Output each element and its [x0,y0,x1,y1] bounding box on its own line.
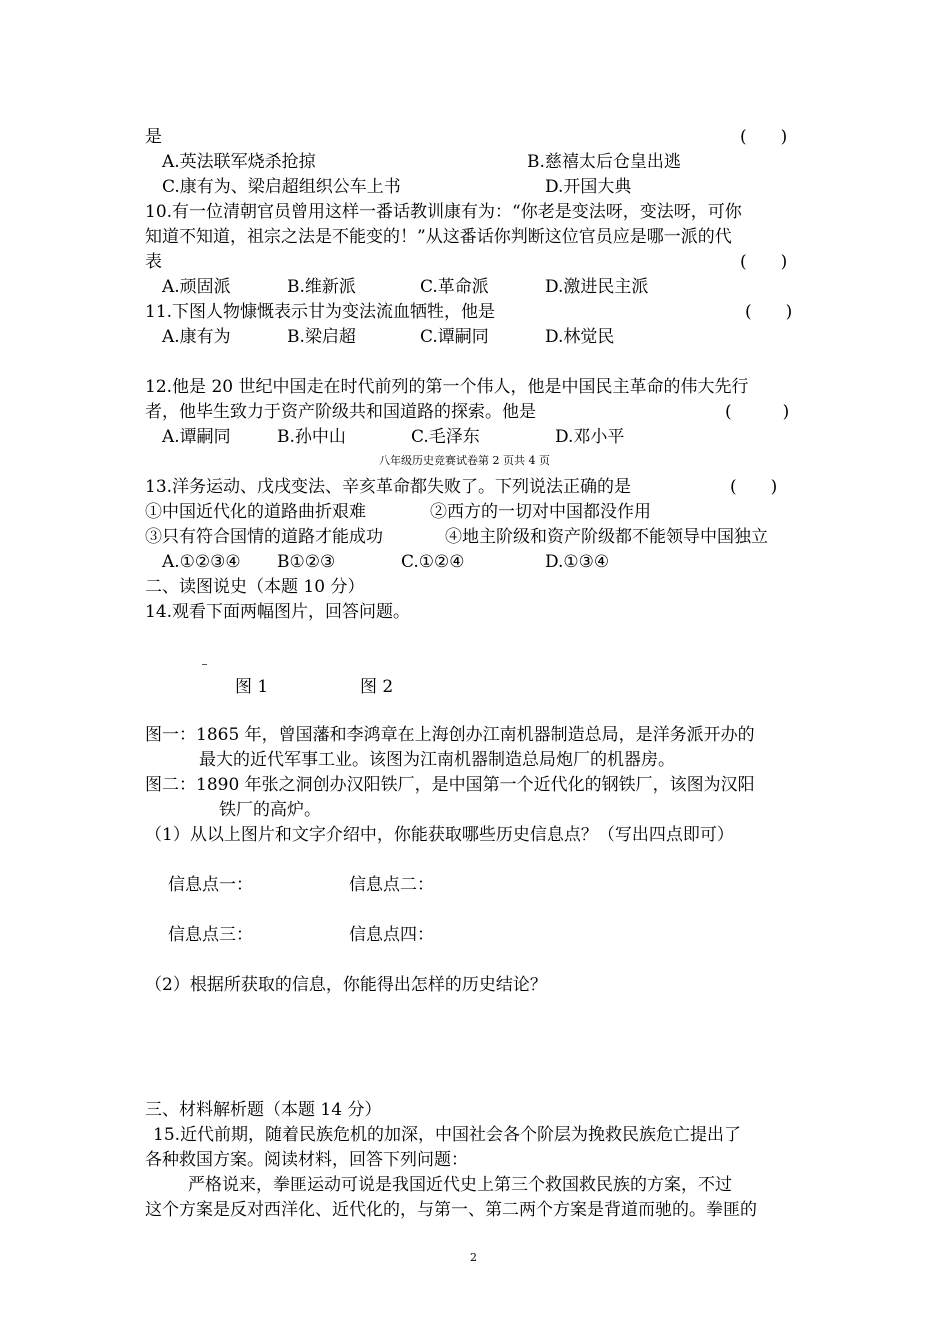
q10-answer-paren: ( ) [740,252,788,272]
q13-option-c: C.①②④ [401,552,465,572]
page-header: 八年级历史竞赛试卷第 2 页共 4 页 [379,454,550,467]
q9-option-d: D.开国大典 [545,177,632,197]
q12-option-b: B.孙中山 [277,427,346,447]
q10-option-c: C.革命派 [420,277,489,297]
info-point-4-label: 信息点四： [349,925,434,945]
q15-line-1: 15.近代前期，随着民族危机的加深，中国社会各个阶层为挽救民族危亡提出了 [153,1125,742,1145]
q14-subquestion-1: （1）从以上图片和文字介绍中，你能获取哪些历史信息点？（写出四点即可） [145,825,734,845]
q9-option-c: C.康有为、梁启超组织公车上书 [162,177,401,197]
info-point-1-label: 信息点一： [168,875,253,895]
q11-option-d: D.林觉民 [545,327,615,347]
q12-option-a: A.谭嗣同 [162,427,231,447]
q11-line-1: 11.下图人物慷慨表示甘为变法流血牺牲，他是 [145,302,496,322]
q12-line-2: 者，他毕生致力于资产阶级共和国道路的探索。他是 [145,402,536,422]
q13-statement-3: ③只有符合国情的道路才能成功 [145,527,383,547]
q13-option-d: D.①③④ [545,552,610,572]
q10-line-2: 知道不知道，祖宗之法是不能变的！”从这番话你判断这位官员应是哪一派的代 [145,227,732,247]
q11-option-b: B.梁启超 [287,327,356,347]
q13-answer-paren: ( ) [730,477,778,497]
q12-line-1: 12.他是 20 世纪中国走在时代前列的第一个伟人，他是中国民主革命的伟大先行 [145,377,749,397]
q15-line-2: 各种救国方案。阅读材料，回答下列问题： [145,1150,468,1170]
q11-option-a: A.康有为 [162,327,231,347]
q13-option-b: B①②③ [277,552,336,572]
section-2-title: 二、读图说史（本题 10 分） [145,577,365,597]
q13-option-a: A.①②③④ [162,552,241,572]
info-point-3-label: 信息点三： [168,925,253,945]
q10-option-a: A.顽固派 [162,277,231,297]
q12-option-d: D.邓小平 [555,427,625,447]
figure-2-description-line-2: 铁厂的高炉。 [219,800,321,820]
figure-1-description-line-2: 最大的近代军事工业。该图为江南机器制造总局炮厂的机器房。 [199,750,675,770]
info-point-2-label: 信息点二： [349,875,434,895]
q11-option-c: C.谭嗣同 [420,327,489,347]
q12-answer-paren: ( ) [725,402,790,422]
q10-line-3: 表 [145,252,162,272]
q9-answer-paren: ( ) [740,127,788,147]
material-line-1: 严格说来，拳匪运动可说是我国近代史上第三个救国救民族的方案，不过 [188,1175,732,1195]
q10-option-d: D.激进民主派 [545,277,649,297]
q10-line-1: 10.有一位清朝官员曾用这样一番话教训康有为：“你老是变法呀，变法呀，可你 [145,202,742,222]
q10-option-b: B.维新派 [287,277,356,297]
page-number: 2 [470,1251,477,1264]
q9-option-b: B.慈禧太后仓皇出逃 [527,152,681,172]
q14-prompt: 14.观看下面两幅图片，回答问题。 [145,602,411,622]
q13-statement-1: ①中国近代化的道路曲折艰难 [145,502,366,522]
q13-line-1: 13.洋务运动、戊戌变法、辛亥革命都失败了。下列说法正确的是 [145,477,632,497]
q9-stem-end: 是 [145,127,162,147]
q13-statement-2: ②西方的一切对中国都没作用 [430,502,651,522]
q11-answer-paren: ( ) [745,302,793,322]
figure-2-caption: 图 2 [360,677,394,697]
figure-1-caption: 图 1 [235,677,269,697]
section-3-title: 三、材料解析题（本题 14 分） [145,1100,382,1120]
q14-subquestion-2: （2）根据所获取的信息，你能得出怎样的历史结论？ [145,975,547,995]
q13-statement-4: ④地主阶级和资产阶级都不能领导中国独立 [445,527,768,547]
figure-2-description-line-1: 图二：1890 年张之洞创办汉阳铁厂，是中国第一个近代化的钢铁厂，该图为汉阳 [145,775,755,795]
q9-option-a: A.英法联军烧杀抢掠 [162,152,316,172]
image-placeholder-mark [202,664,207,665]
material-line-2: 这个方案是反对西洋化、近代化的，与第一、第二两个方案是背道而驰的。拳匪的 [145,1200,757,1220]
figure-1-description-line-1: 图一：1865 年，曾国藩和李鸿章在上海创办江南机器制造总局，是洋务派开办的 [145,725,755,745]
q12-option-c: C.毛泽东 [411,427,480,447]
